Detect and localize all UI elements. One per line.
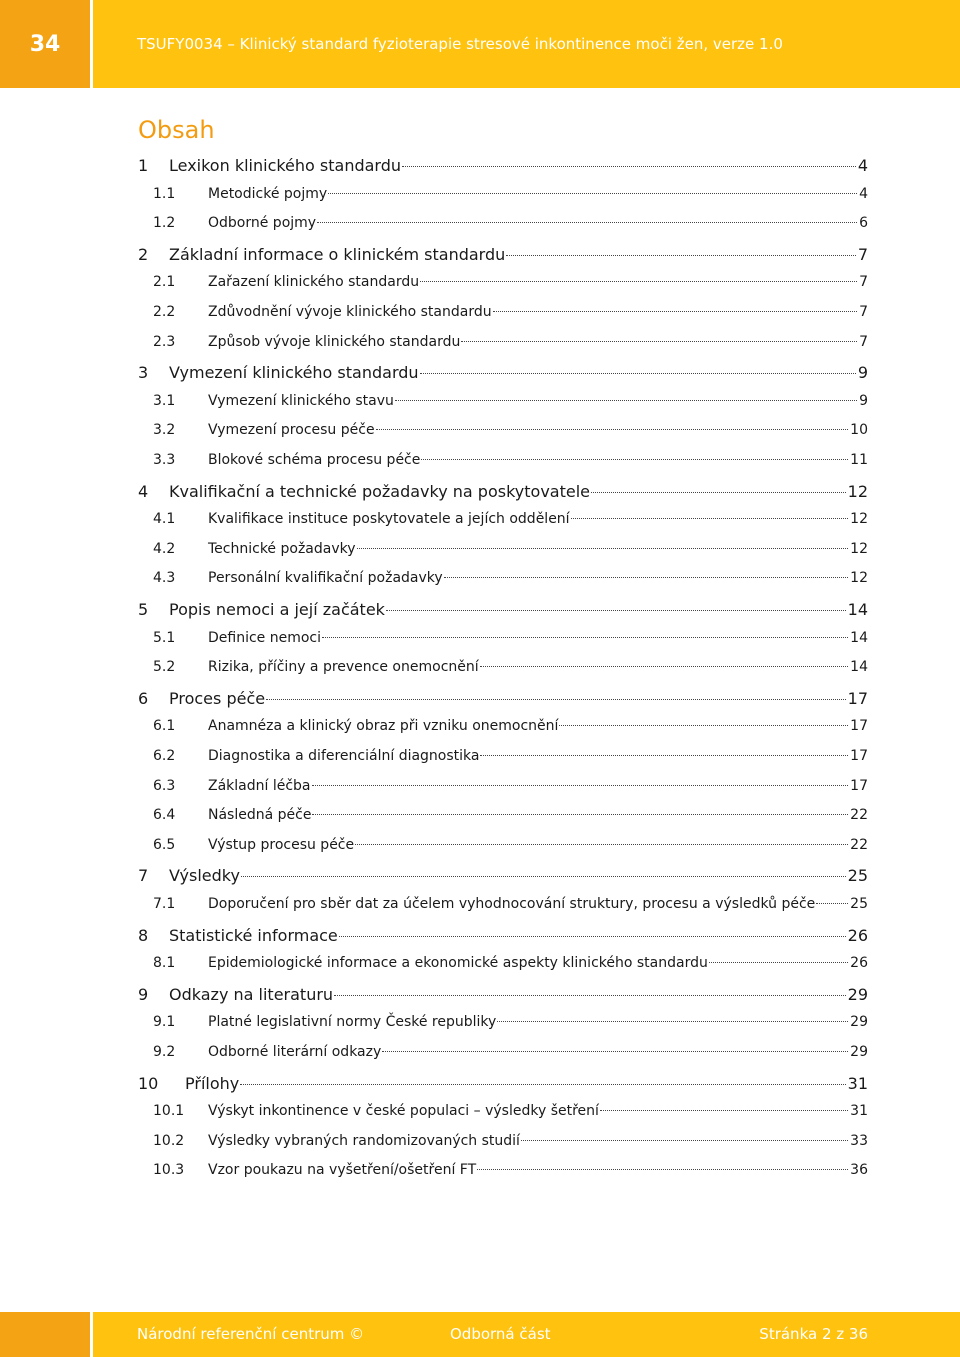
toc-entry-4-2[interactable] — [138, 541, 868, 567]
toc-entry-5-1[interactable] — [138, 630, 868, 656]
toc-entry-number: 3.1 — [153, 392, 176, 409]
toc-dot-leader — [420, 373, 856, 374]
toc-entry-7[interactable] — [138, 866, 868, 892]
toc-dot-leader — [339, 936, 846, 937]
toc-dot-leader — [420, 281, 857, 282]
toc-entry-page: 11 — [850, 452, 868, 468]
toc-dot-leader — [312, 785, 849, 786]
toc-entry-number: 10.2 — [153, 1132, 185, 1149]
toc-entry-page: 7 — [859, 274, 868, 291]
toc-entry-number: 8.1 — [153, 955, 176, 972]
toc-entry-2-3[interactable] — [138, 334, 868, 360]
toc-entry-number: 9.1 — [153, 1014, 176, 1031]
toc-entry-page: 29 — [850, 1014, 868, 1031]
toc-entry-title: Personální kvalifikační požadavky — [208, 570, 443, 587]
toc-entry-page: 31 — [850, 1103, 868, 1120]
toc-entry-title: Vymezení procesu péče — [208, 422, 375, 439]
toc-entry-title: Následná péče — [208, 807, 312, 824]
toc-entry-title: Rizika, příčiny a prevence onemocnění — [208, 659, 479, 676]
toc-dot-leader — [480, 755, 848, 756]
toc-entry-page: 17 — [850, 718, 868, 735]
toc-entry-title: Výskyt inkontinence v české populaci – výsledky šetření — [208, 1103, 599, 1120]
toc-dot-leader — [395, 400, 857, 401]
toc-dot-leader — [571, 518, 849, 519]
toc-dot-leader — [480, 666, 849, 667]
toc-entry-title: Vymezení klinického standardu — [169, 363, 419, 383]
header-document-title: TSUFY0034 – Klinický standard fyzioterapie stresové inkontinence moči žen, verze 1.0 — [93, 0, 960, 88]
toc-entry-number: 1 — [138, 156, 149, 175]
footer-bar — [93, 1312, 960, 1357]
toc-entry-number: 10 — [138, 1073, 159, 1093]
toc-entry-number: 6.3 — [153, 777, 176, 794]
toc-entry-title: Proces péče — [169, 688, 266, 708]
toc-entry-9[interactable] — [138, 985, 868, 1011]
toc-entry-1-2[interactable] — [138, 215, 868, 241]
toc-entry-10[interactable] — [138, 1074, 868, 1100]
toc-entry-title: Popis nemoci a její začátek — [169, 600, 385, 619]
toc-entry-page: 29 — [850, 1044, 868, 1060]
toc-entry-6-5[interactable] — [138, 837, 868, 863]
toc-dot-leader — [334, 995, 846, 996]
toc-entry-number: 3.3 — [153, 452, 176, 468]
toc-entry-title: Výsledky vybraných randomizovaných studií — [208, 1132, 520, 1149]
toc-entry-title: Kvalifikace instituce poskytovatele a jejích oddělení — [208, 511, 570, 528]
toc-entry-6[interactable] — [138, 689, 868, 715]
toc-entry-number: 6.4 — [153, 807, 176, 824]
toc-entry-title: Základní léčba — [208, 777, 311, 794]
toc-entry-page: 26 — [847, 925, 868, 945]
toc-entry-page: 6 — [859, 215, 868, 232]
toc-entry-page: 25 — [847, 866, 868, 886]
toc-entry-8[interactable] — [138, 926, 868, 952]
toc-entry-number: 10.3 — [153, 1162, 185, 1179]
toc-dot-leader — [600, 1110, 848, 1111]
toc-dot-leader — [477, 1169, 848, 1170]
toc-dot-leader — [709, 962, 848, 963]
toc-entry-title: Doporučení pro sběr dat za účelem vyhodnocování struktury, procesu a výsledků péče — [208, 896, 816, 912]
toc-entry-number: 2.1 — [153, 274, 176, 291]
toc-entry-title: Zařazení klinického standardu — [208, 274, 420, 291]
toc-dot-leader — [497, 1021, 848, 1022]
toc-entry-10-3[interactable] — [138, 1162, 868, 1188]
toc-entry-title: Odkazy na literaturu — [169, 984, 334, 1004]
toc-entry-page: 12 — [847, 481, 868, 501]
toc-entry-page: 14 — [847, 600, 868, 619]
toc-dot-leader — [240, 1084, 845, 1085]
toc-entry-6-1[interactable] — [138, 718, 868, 744]
toc-dot-leader — [376, 429, 849, 430]
toc-entry-10-2[interactable] — [138, 1133, 868, 1159]
toc-dot-leader — [241, 876, 846, 877]
toc-title: Obsah — [138, 116, 215, 144]
toc-entry-number: 7 — [138, 866, 149, 886]
toc-entry-page: 17 — [847, 688, 868, 708]
toc-entry-page: 4 — [859, 185, 868, 202]
header-page-number: 34 — [0, 0, 90, 88]
toc-entry-title: Odborné literární odkazy — [208, 1044, 382, 1060]
toc-dot-leader — [382, 1051, 848, 1052]
toc-entry-page: 33 — [850, 1132, 868, 1149]
toc-entry-title: Výsledky — [169, 866, 240, 886]
toc-entry-number: 4 — [138, 481, 149, 501]
toc-entry-number: 3 — [138, 363, 149, 383]
toc-dot-leader — [328, 193, 857, 194]
toc-entry-page: 12 — [850, 570, 868, 587]
toc-entry-number: 6.2 — [153, 748, 176, 764]
toc-dot-leader — [444, 577, 849, 578]
toc-dot-leader — [357, 548, 849, 549]
toc-entry-3-2[interactable] — [138, 422, 868, 448]
toc-entry-number: 5.1 — [153, 629, 176, 646]
toc-dot-leader — [591, 492, 846, 493]
toc-entry-page: 17 — [850, 777, 868, 794]
toc-entry-number: 5 — [138, 600, 149, 619]
toc-entry-number: 9.2 — [153, 1044, 176, 1060]
toc-entry-page: 9 — [859, 392, 868, 409]
toc-entry-number: 4.1 — [153, 511, 176, 528]
toc-entry-page: 7 — [859, 304, 868, 320]
toc-entry-4-3[interactable] — [138, 570, 868, 596]
toc-entry-page: 25 — [850, 896, 868, 912]
toc-entry-page: 17 — [850, 748, 868, 764]
toc-entry-page: 22 — [850, 836, 868, 853]
toc-entry-6-4[interactable] — [138, 807, 868, 833]
toc-entry-9-2[interactable] — [138, 1044, 868, 1070]
toc-entry-title: Přílohy — [185, 1073, 240, 1093]
toc-dot-leader — [386, 610, 846, 611]
toc-entry-number: 1.2 — [153, 215, 176, 232]
toc-entry-page: 22 — [850, 807, 868, 824]
toc-entry-number: 3.2 — [153, 422, 176, 439]
toc-entry-number: 8 — [138, 925, 149, 945]
toc-entry-page: 14 — [850, 659, 868, 676]
footer-page-counter: Stránka 2 z 36 — [759, 1325, 868, 1343]
toc-entry-page: 10 — [850, 422, 868, 439]
toc-entry-2[interactable] — [138, 245, 868, 271]
toc-entry-title: Statistické informace — [169, 925, 338, 945]
toc-entry-6-3[interactable] — [138, 778, 868, 804]
toc-entry-number: 7.1 — [153, 896, 176, 912]
toc-entry-number: 2 — [138, 244, 149, 264]
toc-entry-number: 2.3 — [153, 333, 176, 350]
toc-entry-title: Kvalifikační a technické požadavky na poskytovatele — [169, 481, 590, 501]
toc-dot-leader — [421, 459, 848, 460]
toc-entry-page: 31 — [847, 1073, 868, 1093]
toc-entry-number: 2.2 — [153, 304, 176, 320]
toc-entry-8-1[interactable] — [138, 955, 868, 981]
toc-entry-10-1[interactable] — [138, 1103, 868, 1129]
toc-entry-4[interactable] — [138, 482, 868, 508]
toc-entry-number: 9 — [138, 984, 149, 1004]
toc-entry-7-1[interactable] — [138, 896, 868, 922]
toc-entry-title: Výstup procesu péče — [208, 836, 355, 853]
toc-entry-title: Anamnéza a klinický obraz při vzniku onemocnění — [208, 718, 559, 735]
toc-entry-title: Způsob vývoje klinického standardu — [208, 333, 461, 350]
toc-dot-leader — [461, 341, 857, 342]
toc-entry-page: 36 — [850, 1162, 868, 1179]
toc-entry-page: 26 — [850, 955, 868, 972]
toc-entry-title: Vzor poukazu na vyšetření/ošetření FT — [208, 1162, 477, 1179]
toc-entry-title: Lexikon klinického standardu — [169, 156, 402, 175]
toc-entry-5-2[interactable] — [138, 659, 868, 685]
toc-entry-title: Zdůvodnění vývoje klinického standardu — [208, 304, 492, 320]
toc-dot-leader — [317, 222, 857, 223]
toc-entry-1[interactable] — [138, 156, 868, 182]
toc-entry-page: 29 — [847, 984, 868, 1004]
toc-entry-number: 6 — [138, 688, 149, 708]
toc-entry-number: 4.3 — [153, 570, 176, 587]
toc-entry-title: Odborné pojmy — [208, 215, 317, 232]
footer-organization: Národní referenční centrum © — [137, 1325, 365, 1343]
toc-entry-title: Epidemiologické informace a ekonomické aspekty klinického standardu — [208, 955, 708, 972]
footer-section: Odborná část — [450, 1325, 551, 1343]
toc-entry-9-1[interactable] — [138, 1014, 868, 1040]
toc-entry-title: Základní informace o klinickém standardu — [169, 244, 506, 264]
toc-dot-leader — [402, 166, 856, 167]
toc-entry-page: 12 — [850, 511, 868, 528]
toc-dot-leader — [266, 699, 846, 700]
toc-entry-page: 14 — [850, 629, 868, 646]
toc-entry-title: Technické požadavky — [208, 540, 356, 557]
footer-accent — [0, 1312, 90, 1357]
toc-dot-leader — [322, 637, 848, 638]
toc-dot-leader — [521, 1140, 848, 1141]
toc-entry-number: 4.2 — [153, 540, 176, 557]
toc-entry-6-2[interactable] — [138, 748, 868, 774]
toc-entry-page: 7 — [859, 333, 868, 350]
toc-dot-leader — [312, 814, 848, 815]
toc-entry-title: Definice nemoci — [208, 629, 322, 646]
toc-entry-page: 7 — [857, 244, 868, 264]
toc-entry-3-3[interactable] — [138, 452, 868, 478]
toc-entry-title: Metodické pojmy — [208, 185, 328, 202]
toc-dot-leader — [493, 311, 857, 312]
toc-dot-leader — [355, 844, 848, 845]
toc-entry-number: 5.2 — [153, 659, 176, 676]
toc-entry-2-2[interactable] — [138, 304, 868, 330]
toc-entry-4-1[interactable] — [138, 511, 868, 537]
toc-dot-leader — [506, 255, 856, 256]
toc-entry-3-1[interactable] — [138, 393, 868, 419]
toc-entry-number: 1.1 — [153, 185, 176, 202]
toc-entry-2-1[interactable] — [138, 274, 868, 300]
toc-entry-title: Platné legislativní normy České republiky — [208, 1014, 497, 1031]
toc-entry-page: 9 — [857, 363, 868, 383]
toc-entry-page: 4 — [857, 156, 868, 175]
toc-entry-3[interactable] — [138, 363, 868, 389]
toc-entry-1-1[interactable] — [138, 186, 868, 212]
toc-entry-page: 12 — [850, 540, 868, 557]
toc-entry-title: Vymezení klinického stavu — [208, 392, 394, 409]
toc-entry-title: Diagnostika a diferenciální diagnostika — [208, 748, 480, 764]
toc-entry-number: 10.1 — [153, 1103, 185, 1120]
toc-entry-number: 6.5 — [153, 836, 176, 853]
toc-dot-leader — [816, 903, 848, 904]
toc-entry-number: 6.1 — [153, 718, 176, 735]
toc-entry-5[interactable] — [138, 600, 868, 626]
toc-entry-title: Blokové schéma procesu péče — [208, 452, 421, 468]
toc-dot-leader — [559, 725, 848, 726]
